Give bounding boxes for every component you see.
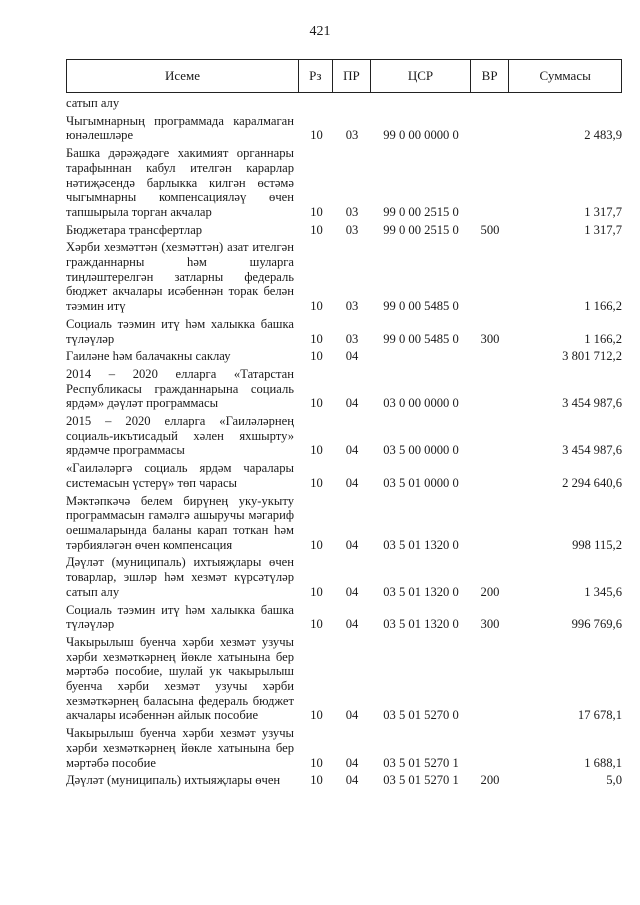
cell-vr: 200 — [480, 773, 500, 788]
cell-pr: 03 — [345, 331, 359, 346]
cell-rz: 10 — [310, 299, 323, 314]
cell-sum: 996 769,6 — [571, 617, 622, 632]
cell-sum: 1 688,1 — [584, 755, 622, 770]
cell-vr: 300 — [480, 331, 500, 346]
table-row — [66, 317, 622, 346]
cell-pr: 03 — [345, 128, 359, 143]
header-pr: ПР — [332, 60, 371, 92]
table-row — [66, 494, 622, 553]
cell-sum: 2 294 640,6 — [562, 475, 622, 490]
cell-name: 2015 – 2020 елларга «Гаиләләрнең социаль-икътисадый хәлен яхшырту» ярдәмче программасы — [66, 414, 294, 458]
cell-sum: 3 454 987,6 — [562, 443, 622, 458]
cell-pr: 04 — [345, 475, 359, 490]
cell-name: Чакырылыш буенча хәрби хезмәт узучы хәрби хезмәткәрнең йөкле хатынына бер мәртәбә пособие — [66, 726, 294, 770]
cell-pr: 04 — [345, 537, 359, 552]
cell-csr: 99 0 00 5485 0 — [383, 331, 459, 346]
cell-csr: 03 5 01 1320 0 — [383, 617, 459, 632]
cell-csr: 99 0 00 5485 0 — [383, 299, 459, 314]
cell-sum: 5,0 — [606, 773, 622, 788]
cell-name: «Гаиләләргә социаль ярдәм чаралары системасын үстерү» төп чарасы — [66, 461, 294, 490]
cell-csr: 03 5 01 5270 1 — [383, 773, 459, 788]
cell-csr: 99 0 00 0000 0 — [383, 128, 459, 143]
cell-pr: 04 — [345, 773, 359, 788]
cell-pr: 03 — [345, 299, 359, 314]
cell-name: Чыгымнарның программада каралмаган юнәлешләре — [66, 113, 294, 143]
cell-pr: 03 — [345, 204, 359, 219]
cell-sum: 998 115,2 — [572, 537, 622, 552]
cell-rz: 10 — [310, 617, 323, 632]
cell-name: Дәүләт (муниципаль) ихтыяҗлары өчен товарлар, эшләр һәм хезмәт күрсәтүләр сатып алу — [66, 555, 294, 599]
cell-csr: 03 0 00 0000 0 — [383, 396, 459, 411]
cell-sum: 3 454 987,6 — [562, 396, 622, 411]
cell-sum: 3 801 712,2 — [562, 349, 622, 364]
table-row — [66, 146, 622, 220]
cell-rz: 10 — [310, 475, 323, 490]
cell-csr: 03 5 01 1320 0 — [383, 537, 459, 552]
cell-csr: 03 5 01 1320 0 — [383, 584, 459, 599]
table-row — [66, 414, 622, 458]
table-row — [66, 96, 622, 111]
cell-pr: 04 — [345, 443, 359, 458]
table-row — [66, 114, 622, 143]
table-row — [66, 349, 622, 364]
cell-csr: 99 0 00 2515 0 — [383, 222, 459, 237]
table-row — [66, 461, 622, 490]
table-row — [66, 773, 622, 788]
header-name: Исеме — [164, 68, 201, 83]
cell-name: Бюджетара трансфертлар — [66, 222, 203, 237]
cell-rz: 10 — [310, 222, 323, 237]
table-row — [66, 367, 622, 411]
cell-sum: 1 166,2 — [584, 331, 622, 346]
cell-rz: 10 — [310, 349, 323, 364]
header-csr: ЦСР — [370, 60, 470, 92]
header-rz: Рз — [298, 60, 332, 92]
table-row — [66, 240, 622, 314]
cell-csr: 03 5 00 0000 0 — [383, 443, 459, 458]
cell-csr: 03 5 01 5270 1 — [383, 755, 459, 770]
cell-name: Чакырылыш буенча хәрби хезмәт узучы хәрби хезмәткәрнең йөкле хатынына бер мәртәбә пособие, шулай ук чакырылыш буенча хәрби хезмәт узучы хәрби хезмәткәрнең баласына федераль бюджет акчалары исәбеннән айлык пособие — [66, 634, 294, 723]
table-row — [66, 223, 622, 238]
cell-sum: 17 678,1 — [577, 708, 622, 723]
cell-rz: 10 — [310, 204, 323, 219]
table-row — [66, 726, 622, 770]
cell-rz: 10 — [310, 708, 323, 723]
cell-vr: 200 — [480, 584, 500, 599]
cell-csr: 03 5 01 0000 0 — [383, 475, 459, 490]
cell-sum: 2 483,9 — [584, 128, 622, 143]
cell-csr: 03 5 01 5270 0 — [383, 708, 459, 723]
cell-sum: 1 317,7 — [584, 204, 622, 219]
cell-name: Мәктәпкәчә белем бирүнең уку-укыту программасын гамәлгә ашыручы мәгариф оешмаларында баланы карап тоткан һәм тәрбияләгән өчен компенсация — [66, 493, 294, 552]
cell-pr: 03 — [345, 222, 359, 237]
cell-pr: 04 — [345, 755, 359, 770]
table-row — [66, 603, 622, 632]
table-body — [66, 96, 622, 788]
cell-pr: 04 — [345, 349, 359, 364]
table-header — [66, 59, 622, 93]
cell-name: Дәүләт (муниципаль) ихтыяҗлары өчен — [66, 773, 281, 788]
cell-rz: 10 — [310, 584, 323, 599]
cell-pr: 04 — [345, 708, 359, 723]
cell-sum: 1 345,6 — [584, 584, 622, 599]
cell-csr: 99 0 00 2515 0 — [383, 204, 459, 219]
cell-vr: 500 — [480, 222, 500, 237]
cell-pr: 04 — [345, 584, 359, 599]
cell-rz: 10 — [310, 755, 323, 770]
cell-name: Башка дәрәҗәдәге хакимият органнары тарафыннан кабул ителгән карарлар нәтиҗәсендә барлыкка килгән өстәмә чыгымнарны компенсацияләү өчен тапшырыла торган акчалар — [66, 146, 294, 219]
cell-rz: 10 — [310, 396, 323, 411]
cell-name: Социаль тәэмин итү һәм халыкка башка түләүләр — [66, 316, 294, 346]
cell-name: 2014 – 2020 елларга «Татарстан Республикасы гражданнарына социаль ярдәм» дәүләт программасы — [66, 366, 294, 411]
cell-name: Хәрби хезмәттән (хезмәттән) азат ителгән гражданнарны һәм шуларга тиңләштерелгән затларны федераль бюджет акчалары исәбеннән торак белән тәэмин итү — [66, 240, 294, 314]
cell-rz: 10 — [310, 443, 323, 458]
cell-rz: 10 — [310, 128, 323, 143]
cell-name: Социаль тәэмин итү һәм халыкка башка түләүләр — [66, 602, 294, 632]
cell-name: Гаиләне һәм балачакны саклау — [66, 349, 231, 364]
cell-rz: 10 — [310, 331, 323, 346]
cell-pr: 04 — [345, 396, 359, 411]
header-vr: ВР — [470, 60, 509, 92]
table-row — [66, 555, 622, 599]
cell-pr: 04 — [345, 617, 359, 632]
cell-name: сатып алу — [66, 96, 120, 110]
cell-sum: 1 317,7 — [584, 222, 622, 237]
cell-vr: 300 — [480, 617, 500, 632]
table-row — [66, 635, 622, 723]
cell-rz: 10 — [310, 537, 323, 552]
header-sum: Суммасы — [508, 60, 621, 92]
page-number: 421 — [309, 24, 331, 39]
cell-rz: 10 — [310, 773, 323, 788]
cell-sum: 1 166,2 — [584, 299, 622, 314]
